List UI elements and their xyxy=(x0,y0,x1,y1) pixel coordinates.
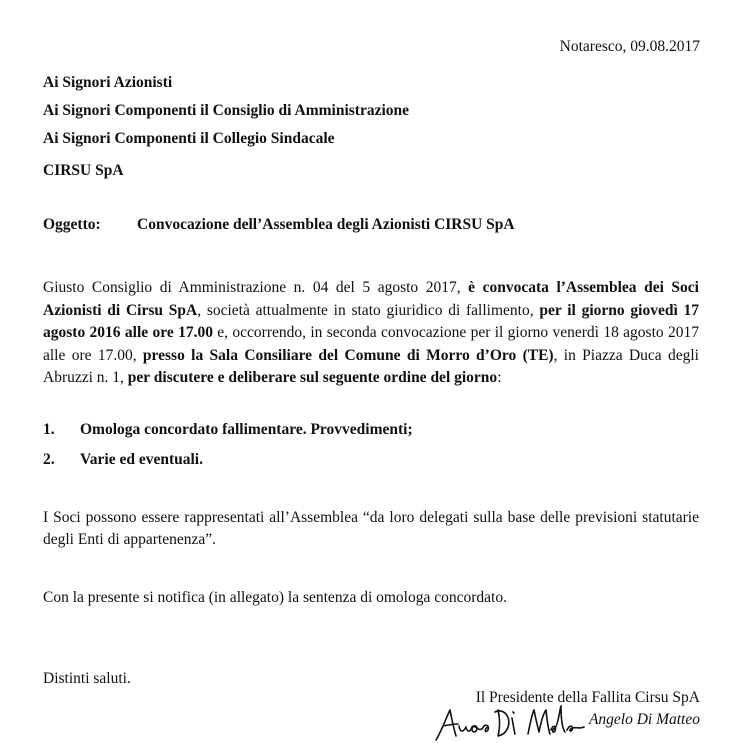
notification-paragraph: Con la presente si notifica (in allegato) la sentenza di omologa concordato. xyxy=(43,589,507,606)
closing-salutation: Distinti saluti. xyxy=(43,670,131,687)
agenda-text: Omologa concordato fallimentare. Provvedimenti; xyxy=(80,421,413,438)
subject-label: Oggetto: xyxy=(43,216,101,233)
agenda-number: 2. xyxy=(43,451,55,468)
subject-text: Convocazione dell’Assemblea degli Azionisti CIRSU SpA xyxy=(137,216,515,233)
agenda-item xyxy=(43,421,413,451)
body-bold-text: è convocata l’Assemblea dei Soci Azionisti di Cirsu SpA xyxy=(43,279,699,319)
body-bold-text: per discutere e deliberare sul seguente ordine del giorno xyxy=(127,369,498,387)
convocation-paragraph xyxy=(43,277,699,390)
body-text: , società attualmente in stato giuridico di fallimento, xyxy=(197,301,540,319)
body-bold-text: presso la Sala Consiliare del Comune di Morro d’Oro (TE) xyxy=(142,346,554,364)
recipient-line: Ai Signori Componenti il Collegio Sindacale xyxy=(43,130,335,147)
letter-date: Notaresco, 09.08.2017 xyxy=(559,38,700,55)
signatory-name: Angelo Di Matteo xyxy=(588,711,700,728)
body-text: : xyxy=(497,369,502,387)
agenda-list xyxy=(43,421,413,481)
company-name: CIRSU SpA xyxy=(43,162,124,179)
representation-paragraph: I Soci possono essere rappresentati all’Assemblea “da loro delegati sulla base delle previsioni statutarie degli Enti di appartenenza”. xyxy=(43,509,699,548)
agenda-text: Varie ed eventuali. xyxy=(80,451,203,468)
signatory-title: Il Presidente della Fallita Cirsu SpA xyxy=(475,689,700,706)
body-text: Giusto Consiglio di Amministrazione n. 04 del 5 agosto 2017, xyxy=(43,279,469,296)
agenda-item xyxy=(43,451,413,481)
recipient-line: Ai Signori Componenti il Consiglio di Amministrazione xyxy=(43,102,410,119)
agenda-number: 1. xyxy=(43,421,55,438)
recipient-line: Ai Signori Azionisti xyxy=(43,74,173,91)
recipients-block xyxy=(43,69,409,153)
handwritten-signature xyxy=(432,696,592,743)
subject-line xyxy=(43,216,515,234)
body-bold-text: per il giorno giovedì 17 agosto 2016 alle ore 17.00 xyxy=(43,301,699,342)
body-text: , in Piazza Duca degli Abruzzi n. 1, xyxy=(43,346,699,387)
body-text: e, occorrendo, in seconda convocazione per il giorno venerdì 18 agosto 2017 alle ore 17.00, xyxy=(43,324,700,364)
